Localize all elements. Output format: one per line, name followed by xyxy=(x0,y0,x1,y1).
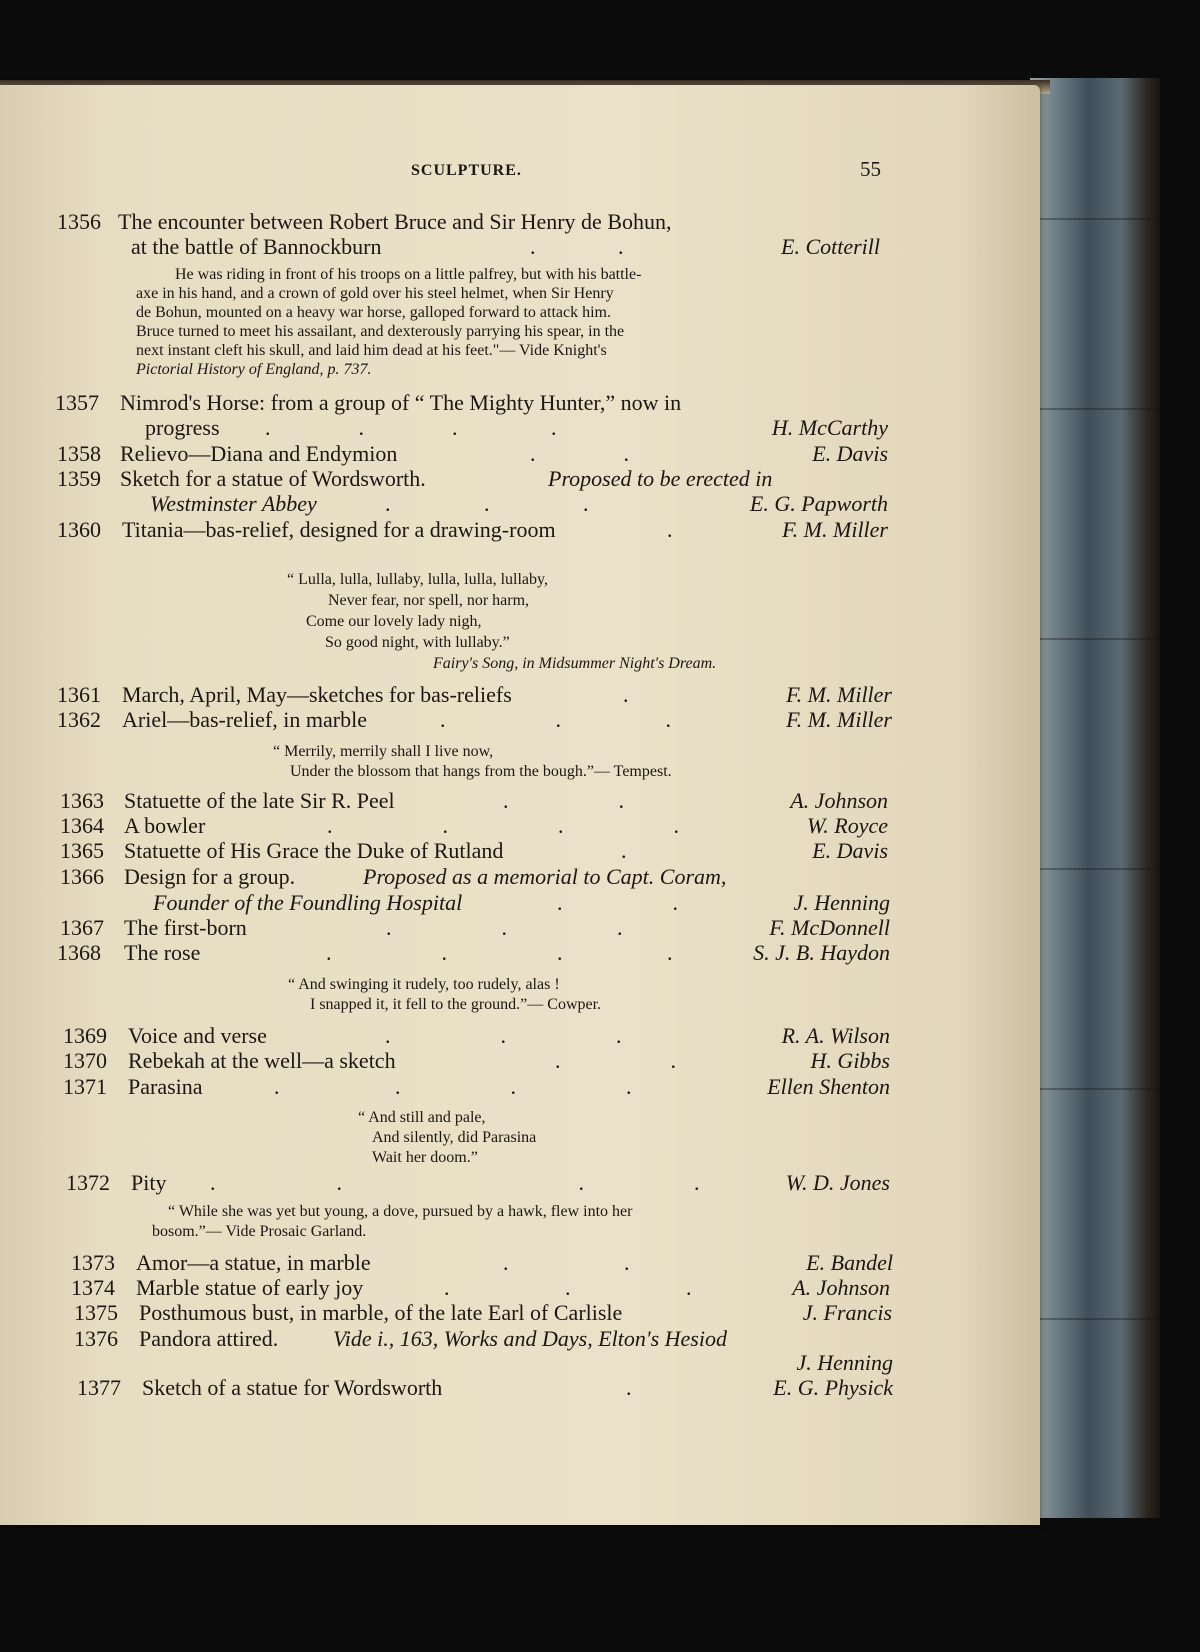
leader-dots: . . . . xyxy=(326,940,673,965)
catalogue-number: 1366 xyxy=(60,864,104,889)
leader-dots: . . xyxy=(503,1250,630,1275)
verse-line: “ Lulla, lulla, lullaby, lulla, lulla, lullaby, xyxy=(287,571,548,588)
artist-name: E. Bandel xyxy=(806,1250,893,1275)
artist-name: J. Henning xyxy=(796,1350,893,1375)
artist-name: F. McDonnell xyxy=(769,915,890,940)
artist-name: A. Johnson xyxy=(792,1275,890,1300)
catalogue-number: 1358 xyxy=(57,441,101,466)
entry-title: Amor—a statue, in marble xyxy=(136,1250,371,1275)
entry-title-continued: Founder of the Foundling Hospital xyxy=(153,890,463,915)
verse-line: Come our lovely lady nigh, xyxy=(306,613,482,630)
verse-line: “ And swinging it rudely, too rudely, alas ! xyxy=(288,976,560,993)
verse-line: Wait her doom.” xyxy=(372,1149,478,1166)
verse-line: So good night, with lullaby.” xyxy=(325,634,510,651)
leader-dots: . . . xyxy=(385,1023,622,1048)
leader-dots: . . . . xyxy=(210,1170,700,1195)
book-page xyxy=(0,85,1040,1525)
entry-title-italic: Proposed as a memorial to Capt. Coram, xyxy=(363,864,727,889)
catalogue-number: 1361 xyxy=(57,682,101,707)
entry-title: Rebekah at the well—a sketch xyxy=(128,1048,396,1073)
leader-dots: . xyxy=(667,517,673,542)
entry-title: Nimrod's Horse: from a group of “ The Mighty Hunter,” now in xyxy=(120,390,682,415)
entry-title: Titania—bas-relief, designed for a drawing-room xyxy=(122,517,556,542)
entry-title: Statuette of the late Sir R. Peel xyxy=(124,788,395,813)
entry-title-italic: Vide i., 163, Works and Days, Elton's Hesiod xyxy=(333,1326,727,1351)
leader-dots: . . . xyxy=(386,915,623,940)
note-line: axe in his hand, and a crown of gold over his steel helmet, when Sir Henry xyxy=(136,285,614,302)
catalogue-number: 1362 xyxy=(57,707,101,732)
artist-name: E. Davis xyxy=(812,838,888,863)
artist-name: E. Davis xyxy=(812,441,888,466)
catalogue-number: 1356 xyxy=(57,209,101,234)
catalogue-number: 1375 xyxy=(74,1300,118,1325)
entry-title: Sketch for a statue of Wordsworth. xyxy=(120,466,426,491)
artist-name: Ellen Shenton xyxy=(767,1074,890,1099)
verse-line: “ Merrily, merrily shall I live now, xyxy=(273,743,494,760)
catalogue-number: 1371 xyxy=(63,1074,107,1099)
artist-name: R. A. Wilson xyxy=(781,1023,890,1048)
entry-title: A bowler xyxy=(124,813,206,838)
note-line: He was riding in front of his troops on a little palfrey, but with his battle- xyxy=(175,266,642,283)
leader-dots: . . xyxy=(530,441,629,466)
catalogue-number: 1364 xyxy=(60,813,104,838)
leader-dots: . . . . xyxy=(274,1074,632,1099)
book-page-edges xyxy=(1030,78,1160,1518)
entry-title-continued: at the battle of Bannockburn xyxy=(131,234,382,259)
leader-dots: . xyxy=(626,1375,632,1400)
verse-line: “ And still and pale, xyxy=(358,1109,486,1126)
verse-line: And silently, did Parasina xyxy=(372,1129,537,1146)
artist-name: W. Royce xyxy=(806,813,888,838)
artist-name: F. M. Miller xyxy=(786,682,892,707)
verse-line: Under the blossom that hangs from the bough.”— Tempest. xyxy=(290,763,672,780)
leader-dots: . . xyxy=(555,1048,676,1073)
artist-name: E. G. Physick xyxy=(773,1375,893,1400)
catalogue-number: 1365 xyxy=(60,838,104,863)
entry-title: Marble statue of early joy xyxy=(136,1275,364,1300)
catalogue-number: 1363 xyxy=(60,788,104,813)
page-number: 55 xyxy=(860,157,881,181)
leader-dots: . . . xyxy=(385,491,589,516)
leader-dots: . . . xyxy=(444,1275,692,1300)
artist-name: H. McCarthy xyxy=(771,415,888,440)
catalogue-number: 1360 xyxy=(57,517,101,542)
note-line: Pictorial History of England, p. 737. xyxy=(136,361,372,378)
note-line: Bruce turned to meet his assailant, and dexterously parrying his spear, in the xyxy=(136,323,625,340)
note-line: bosom.”— Vide Prosaic Garland. xyxy=(152,1223,367,1240)
entry-title: Voice and verse xyxy=(128,1023,267,1048)
entry-title: Relievo—Diana and Endymion xyxy=(120,441,398,466)
artist-name: E. Cotterill xyxy=(781,234,880,259)
catalogue-number: 1370 xyxy=(63,1048,107,1073)
artist-name: W. D. Jones xyxy=(785,1170,890,1195)
catalogue-number: 1374 xyxy=(71,1275,115,1300)
catalogue-number: 1372 xyxy=(66,1170,110,1195)
entry-title: Design for a group. xyxy=(124,864,296,889)
artist-name: S. J. B. Haydon xyxy=(753,940,890,965)
artist-name: J. Francis xyxy=(802,1300,892,1325)
artist-name: A. Johnson xyxy=(790,788,888,813)
artist-name: F. M. Miller xyxy=(786,707,892,732)
entry-title: The encounter between Robert Bruce and Sir Henry de Bohun, xyxy=(118,209,672,234)
catalogue-number: 1373 xyxy=(71,1250,115,1275)
entry-title: Sketch of a statue for Wordsworth xyxy=(142,1375,443,1400)
entry-title: March, April, May—sketches for bas-reliefs xyxy=(122,682,512,707)
leader-dots: . xyxy=(621,838,627,863)
catalogue-number: 1368 xyxy=(57,940,101,965)
entry-title: The first-born xyxy=(124,915,247,940)
catalogue-number: 1369 xyxy=(63,1023,107,1048)
catalogue-number: 1357 xyxy=(55,390,99,415)
catalogue-number: 1377 xyxy=(77,1375,121,1400)
verse-line: Never fear, nor spell, nor harm, xyxy=(328,592,530,609)
entry-title-italic: Proposed to be erected in xyxy=(548,466,773,491)
artist-name: J. Henning xyxy=(793,890,890,915)
entry-title-continued: Westminster Abbey xyxy=(150,491,317,516)
catalogue-number: 1367 xyxy=(60,915,104,940)
leader-dots: . . . . xyxy=(327,813,679,838)
artist-name: F. M. Miller xyxy=(782,517,888,542)
artist-name: H. Gibbs xyxy=(810,1048,890,1073)
entry-title: The rose xyxy=(124,940,201,965)
entry-title: Parasina xyxy=(128,1074,203,1099)
entry-title: Posthumous bust, in marble, of the late Earl of Carlisle xyxy=(139,1300,623,1325)
entry-title: Statuette of His Grace the Duke of Rutland xyxy=(124,838,504,863)
leader-dots: . . xyxy=(557,890,678,915)
running-header: SCULPTURE. xyxy=(411,162,522,179)
leader-dots: . . . xyxy=(440,707,671,732)
catalogue-number: 1376 xyxy=(74,1326,118,1351)
leader-dots: . . . . xyxy=(265,415,557,440)
note-line: next instant cleft his skull, and laid him dead at his feet."— Vide Knight's xyxy=(136,342,607,359)
note-line: de Bohun, mounted on a heavy war horse, galloped forward to attack him. xyxy=(136,304,611,321)
note-line: “ While she was yet but young, a dove, pursued by a hawk, flew into her xyxy=(168,1203,633,1220)
entry-title: Pity xyxy=(131,1170,167,1195)
entry-title-continued: progress xyxy=(145,415,220,440)
verse-source: Fairy's Song, in Midsummer Night's Dream. xyxy=(433,655,717,672)
leader-dots: . . xyxy=(503,788,624,813)
verse-line: I snapped it, it fell to the ground.”— Cowper. xyxy=(310,996,602,1013)
catalogue-number: 1359 xyxy=(57,466,101,491)
entry-title: Pandora attired. xyxy=(139,1326,279,1351)
entry-title: Ariel—bas-relief, in marble xyxy=(122,707,367,732)
leader-dots: . xyxy=(623,682,629,707)
artist-name: E. G. Papworth xyxy=(749,491,888,516)
leader-dots: . . xyxy=(530,234,624,259)
